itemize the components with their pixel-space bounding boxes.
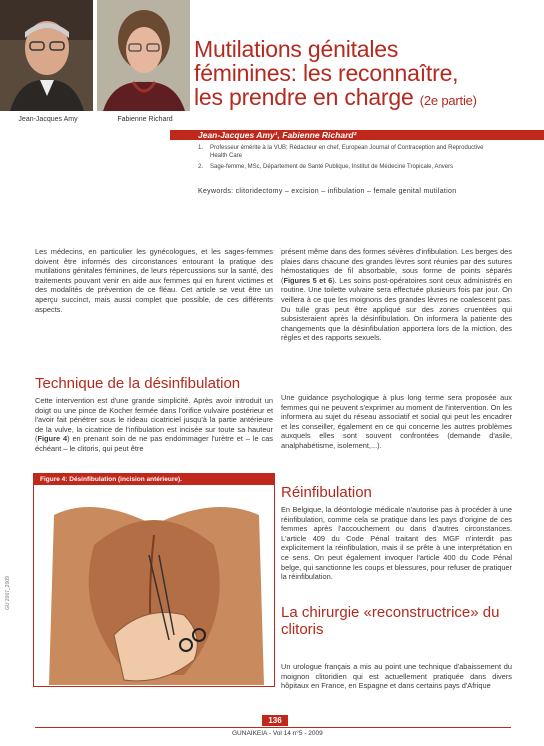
title-line-3 [194,85,534,113]
right-paragraph-1 [281,247,512,343]
affiliation-1 [198,144,484,152]
right-column-text-2 [281,393,512,451]
figure-4 [33,473,275,687]
photo-caption-amy: Jean-Jacques Amy [18,116,78,123]
section-heading-chirurgie: La chirurgie «reconstructrice» du clitoris [281,604,500,638]
affiliation-1-num: 1. [198,145,204,151]
affiliation-1b-text: Health Care [210,153,243,159]
author-names: Jean-Jacques Amy¹, Fabienne Richard² [198,130,357,140]
affiliation-1-text: Professeur émérite à la VUB; Rédacteur en chef, European Journal of Contraception and Reproductive [210,145,484,151]
section-heading-desinfibulation: Technique de la désinfibulation [35,375,241,392]
author-photo-amy [0,0,93,111]
right-column-text-3 [281,505,512,582]
affiliation-2 [198,163,453,171]
figure-4-caption: Figure 4: Désinfibulation (incision antérieure). [34,474,274,485]
figure-4-illustration [34,485,274,685]
right-p1-b: ). Les soins post-opératoires sont ceux administrés en routine. Une toilette vulvaire sera effectuée plusieurs fois par jour. On veillera à ce que les moignons des grandes lèvres ne coalescent pas. Du tulle gras peut être appliqué sur des zones cruentées qui subsisteraient après la désinfibulation. On informera la patiente des changements que la désinfibulation apportera lors de la miction, des règles et des rapports sexuels. [281,275,512,343]
section-heading-reinfibulation: Réinfibulation [281,484,372,501]
section1-text [35,396,273,454]
title-line-3-text: les prendre en charge [194,84,414,110]
page-number: 136 [262,715,288,726]
affiliation-2-num: 2. [198,164,204,170]
article-title [194,37,534,113]
right-p1-a: présent même dans des formes sévères d'infibulation. Les berges des plaies dans chacune des grandes lèvres sont réunies par des sutures hémostatiques de fil absorbable, sous forme de points séparés ( [281,247,512,285]
section1-paragraph [35,396,273,454]
right-column-text-1 [281,247,512,343]
intro-text [35,247,273,314]
right-paragraph-4: Un urologue français a mis au point une technique d'abaissement du moignon clitoridien qui est actuellement pratiquée dans divers hôpitaux en France, en Espagne et dans certains pays d'Afrique [281,662,512,691]
footer-divider [35,727,511,728]
affiliation-1b [198,152,242,160]
title-line-2: féminines: les reconnaître, [194,60,459,86]
title-line-1: Mutilations génitales [194,36,399,62]
section1-body-2: ) en prenant soin de ne pas endommager l'urètre et – le cas échéant – le clitoris, qui peut être [35,434,273,453]
right-paragraph-2: Une guidance psychologique à plus long terme sera proposée aux femmes qui ne peuvent s'exprimer au moment de l'intervention. On les informera au sujet du réseau associatif et social qui peut les encadrer et les conseiller, également en ce qui concerne les autres problèmes auxquels elles sont souvent confrontées (demande d'asile, analphabétisme, isolement,...). [281,393,512,450]
side-note: GU 2007_2009 [5,576,11,610]
photo-caption-richard: Fabienne Richard [117,116,173,123]
right-paragraph-3: En Belgique, la déontologie médicale n'autorise pas à procéder à une réinfibulation, comme cela se pratique dans les pays d'origine de ces femmes après l'accouchement ou dans d'autres circonstances. L'article 409 du Code Pénal traitant des MGF n'interdit pas explicitement la réinfibulation, mais il se prête à une interprétation en ce sens. On peut également invoquer l'article 400 du Code Pénal belge, qui sanctionne les coups et blessures, pour refuser de pratiquer la réinfibulation. [281,505,512,582]
keywords: Keywords: clitoridectomy – excision – infibulation – female genital mutilation [198,188,457,195]
affiliation-2-text: Sage-femme, MSc, Département de Santé Publique, Institut de Médecine Tropicale, Anvers [210,164,454,170]
author-photo-richard [97,0,190,111]
figures-5-6-reference: Figures 5 et 6 [283,275,333,285]
intro-paragraph: Les médecins, en particulier les gynécologues, et les sages-femmes doivent être informés des circonstances entourant la pratique des mutilations génitales féminines, de leurs répercussions sur la santé, des traitements pouvant venir en aide aux femmes qui en furent victimes et des modalités de prévention de ce fléau. Cet article se veut être un aperçu succinct, mais aussi complet que possible, de ces différents aspects. [35,247,273,314]
section1-body-1: Cette intervention est d'une grande simplicité. Après avoir introduit un doigt ou une pince de Kocher fermée dans l'orifice vulvaire postérieur et l'avoir fait pénétrer sous le rideau cicatriciel jusqu'à la partie antérieure de la vulve, la cicatrice de l'infibulation est incisée sur toute sa hauteur ( [35,396,273,444]
figure-4-reference: Figure 4 [37,434,68,444]
title-part: (2e partie) [419,93,477,108]
right-column-text-4 [281,662,512,691]
journal-reference: GUNAIKEIA - Vol 14 n°5 - 2009 [232,730,323,737]
